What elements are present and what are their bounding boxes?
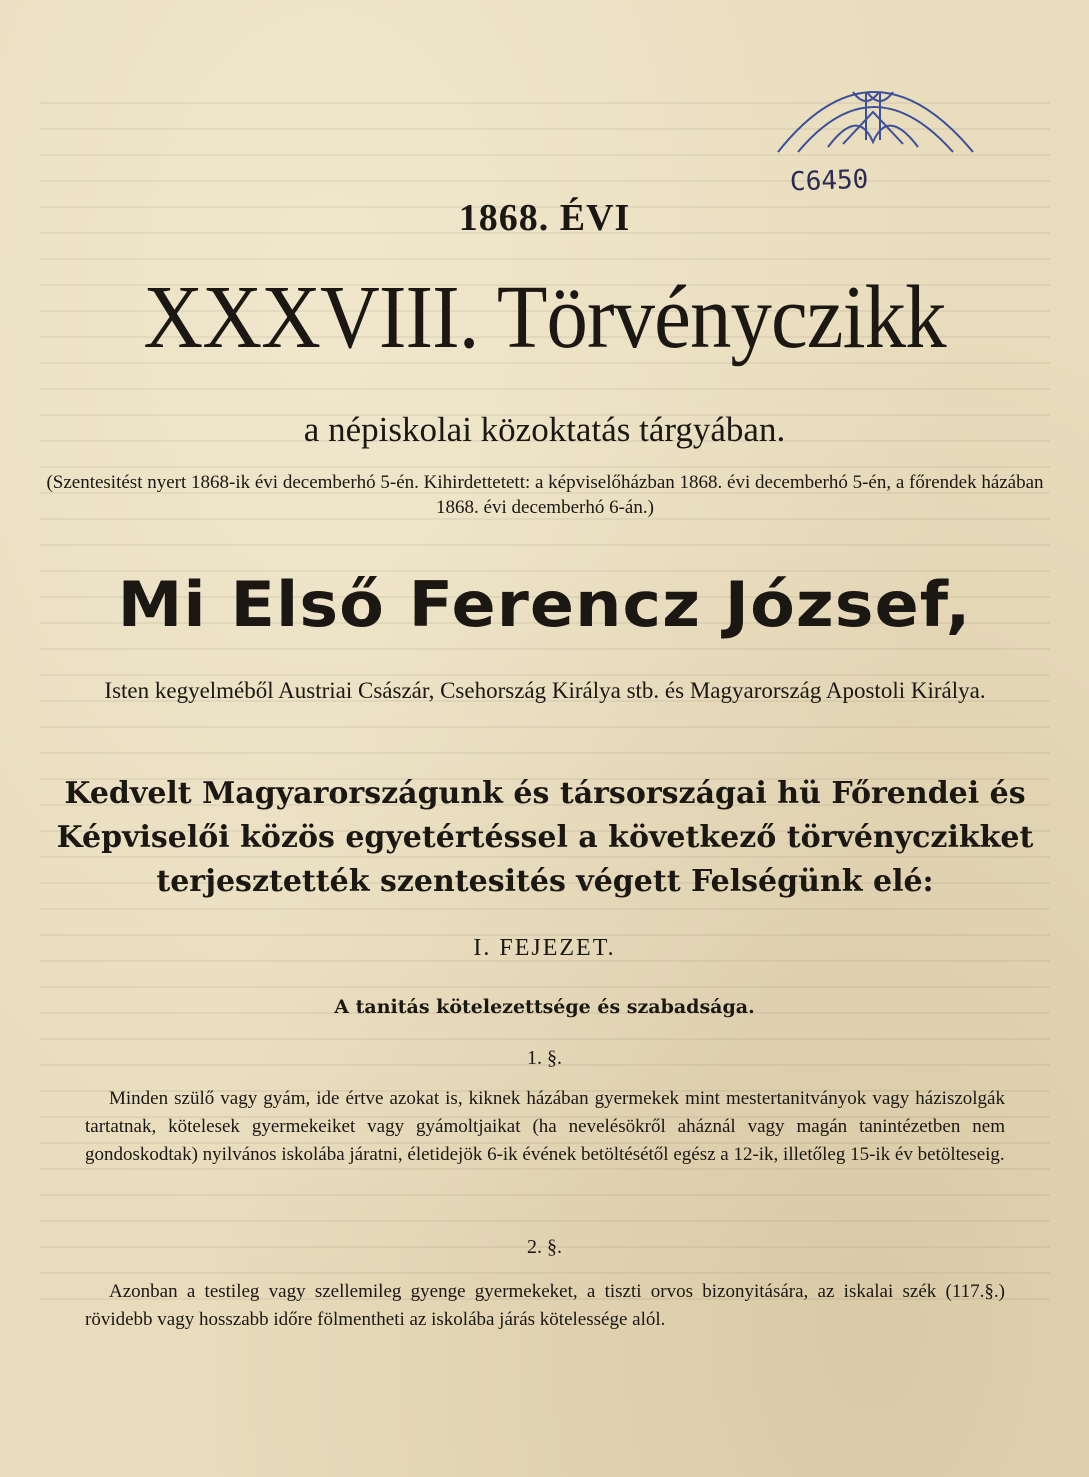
- law-year: 1868. ÉVI: [458, 197, 631, 239]
- section-2-heading: 2. §.: [527, 1236, 562, 1258]
- monarch-titles: Isten kegyelméből Austriai Császár, Csehország Királya stb. és Magyarország Apostoli Királya.: [104, 678, 986, 703]
- monarch-name: Mi Első Ferencz József,: [117, 568, 972, 641]
- section-2-body: Azonban a testileg vagy szellemileg gyenge gyermekeket, a tiszti orvos bizonyitására, az iskalai szék (117.§.) rövidebb vagy hosszabb időre fölmentheti az iskolába járás kötelessége alól.: [85, 1281, 1005, 1330]
- library-stamp: [758, 52, 988, 162]
- section-1-heading: 1. §.: [527, 1047, 562, 1069]
- chapter-title: I. FEJEZET.: [473, 935, 616, 961]
- preamble: Kedvelt Magyarországunk és társországai hü Főrendei és Képviselői közös egyetértéssel a következő törvényczikket terjesztették szentesités végett Felségünk elé:: [56, 776, 1034, 899]
- law-title: XXXVIII. Törvényczikk: [143, 268, 946, 367]
- chapter-subtitle: A tanitás kötelezettsége és szabadsága.: [334, 996, 755, 1018]
- sanction-note: (Szentesitést nyert 1868-ik évi decemberhó 5-én. Kihirdettetett: a képviselőházban 1868. évi decemberhó 5-én, a főrendek házában 1868. évi decemberhó 6-án.): [46, 472, 1044, 518]
- law-subject: a népiskolai közoktatás tárgyában.: [303, 410, 786, 449]
- shelfmark: C6450: [789, 164, 869, 198]
- section-1-body: Minden szülő vagy gyám, ide értve azokat is, kiknek házában gyermekek mint mestertanitványok vagy háziszolgák tartatnak, kötelesek gyermekeiket vagy gyámoltjaikat (ha nevelésökről aháznál vagy magán tanintézetben nem gondoskodtak) nyilvános iskolába járatni, életidejök 6-ik évének betöltésétől egész a 12-ik, illetőleg 15-ik év betölteseig.: [85, 1088, 1005, 1165]
